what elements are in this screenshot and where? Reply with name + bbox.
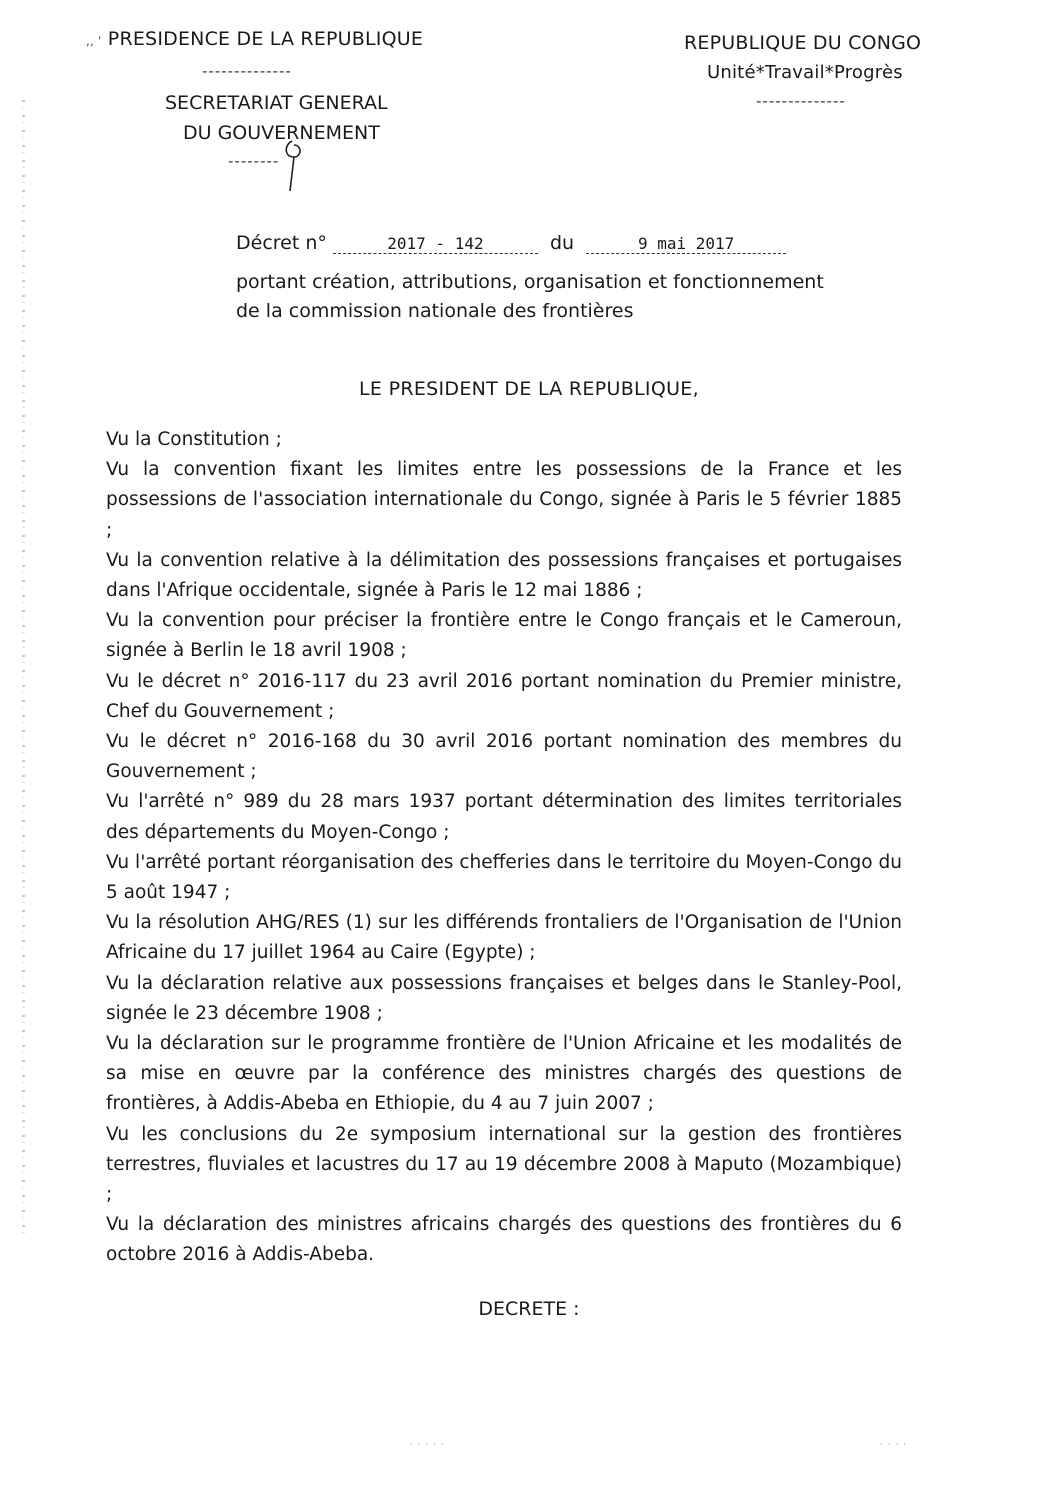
president-heading: LE PRESIDENT DE LA REPUBLIQUE,: [359, 378, 699, 400]
header-right-rule: --------------: [756, 92, 846, 110]
decree-line: [236, 232, 786, 254]
decree-subject-line-1: portant création, attributions, organisation et fonctionnement: [236, 271, 824, 293]
visa-item: Vu la convention fixant les limites entre les possessions de la France et les possessions de l'association internationale du Congo, signée à Paris le 5 février 1885 ;: [106, 459, 902, 541]
visa-item: Vu la convention relative à la délimitation des possessions françaises et portugaises dans l'Afrique occidentale, signée à Paris le 12 mai 1886 ;: [106, 549, 902, 602]
header-country: REPUBLIQUE DU CONGO: [684, 32, 922, 54]
visa-item: Vu la convention pour préciser la frontière entre le Congo français et le Cameroun, signée à Berlin le 18 avril 1908 ;: [106, 610, 902, 662]
decree-label: Décret n°: [236, 232, 327, 254]
visa-item: Vu l'arrêté n° 989 du 28 mars 1937 portant détermination des limites territoriales des départements du Moyen-Congo ;: [106, 791, 902, 843]
secretariat-line-1: SECRETARIAT GENERAL: [165, 92, 388, 114]
decrete-heading: DECRETE :: [478, 1298, 580, 1320]
visa-item: Vu l'arrêté portant réorganisation des chefferies dans le territoire du Moyen-Congo du 5 août 1947 ;: [106, 851, 902, 904]
visa-item: Vu les conclusions du 2e symposium international sur la gestion des frontières terrestres, fluviales et lacustres du 17 au 19 décembre 2008 à Maputo (Mozambique) ;: [106, 1123, 902, 1206]
visa-item: Vu la Constitution ;: [106, 429, 282, 450]
scan-margin-noise: [22, 100, 25, 1240]
scan-speck: · · · ·: [880, 1440, 908, 1450]
visa-item: Vu la déclaration des ministres africains chargés des questions des frontières du 6 octobre 2016 à Addis-Abeba.: [106, 1214, 902, 1266]
visa-item: Vu le décret n° 2016-168 du 30 avril 2016 portant nomination des membres du Gouvernement ;: [106, 731, 902, 783]
visa-item: Vu la déclaration sur le programme frontière de l'Union Africaine et les modalités de sa mise en œuvre par la conférence des ministres chargés des questions de frontières, à Addis-Abeba en Ethiopie, du 4 au 7 juin 2007 ;: [106, 1033, 902, 1115]
decree-number: 2017 - 142: [333, 234, 538, 254]
header-left-rule-1: --------------: [202, 62, 292, 80]
visa-item: Vu le décret n° 2016-117 du 23 avril 2016 portant nomination du Premier ministre, Chef du Gouvernement ;: [106, 670, 902, 722]
header-left-rule-2: --------: [228, 152, 280, 170]
header-presidence-title: PRESIDENCE DE LA REPUBLIQUE: [107, 28, 424, 50]
secretariat-line-2: DU GOUVERNEMENT: [183, 122, 380, 144]
decree-subject-line-2: de la commission nationale des frontières: [236, 300, 634, 322]
handwritten-mark-icon: [280, 135, 310, 195]
visas-list: [106, 425, 902, 1271]
scan-speck: · · · · ·: [410, 1440, 445, 1450]
visa-item: Vu la déclaration relative aux possessions françaises et belges dans le Stanley-Pool, signée le 23 décembre 1908 ;: [106, 972, 902, 1024]
decree-du: du: [549, 232, 575, 254]
decree-subject: [236, 268, 896, 326]
decree-date: 9 mai 2017: [586, 234, 786, 254]
header-presidence: ,, ' PRESIDENCE DE LA REPUBLIQUE: [86, 28, 424, 50]
visa-item: Vu la résolution AHG/RES (1) sur les différends frontaliers de l'Organisation de l'Union Africaine du 17 juillet 1964 au Caire (Egypte) ;: [106, 912, 902, 964]
header-motto: Unité*Travail*Progrès: [707, 62, 903, 83]
